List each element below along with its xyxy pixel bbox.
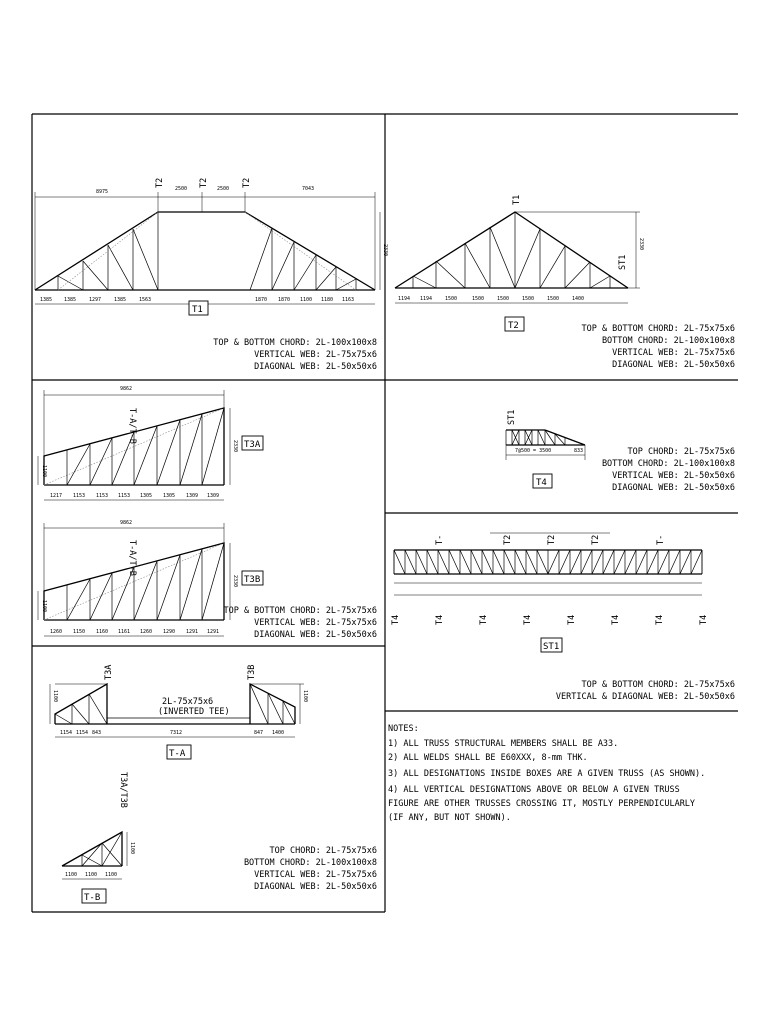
svg-text:DIAGONAL WEB: 2L-50x50x6: DIAGONAL WEB: 2L-50x50x6 <box>612 360 735 370</box>
svg-text:1290: 1290 <box>163 629 176 635</box>
svg-text:T4: T4 <box>391 614 401 625</box>
svg-text:1563: 1563 <box>139 297 152 303</box>
svg-text:2) ALL WELDS SHALL BE E60XXX,: 2) ALL WELDS SHALL BE E60XXX, 8-mm THK. <box>388 753 588 763</box>
ta-crossing-t3b: T3B <box>247 664 257 680</box>
t1-specs <box>213 338 377 372</box>
t4-label: T4 <box>536 478 547 488</box>
st1-diagonal <box>493 550 504 574</box>
t1-dim-top-2: 2500 <box>175 186 188 192</box>
svg-text:1309: 1309 <box>186 493 199 499</box>
svg-text:1154: 1154 <box>76 730 89 736</box>
svg-text:1100: 1100 <box>85 872 98 878</box>
truss-t2 <box>395 212 640 303</box>
tb-label: T-B <box>84 893 101 903</box>
svg-text:TOP & BOTTOM CHORD: 2L-75x75x6: TOP & BOTTOM CHORD: 2L-75x75x6 <box>581 680 735 690</box>
svg-text:1385: 1385 <box>114 297 127 303</box>
svg-text:T2: T2 <box>591 534 601 545</box>
ta-label: T-A <box>169 749 186 759</box>
svg-text:T4: T4 <box>523 614 533 625</box>
svg-text:1297: 1297 <box>89 297 102 303</box>
svg-text:VERTICAL WEB: 2L-75x75x6: VERTICAL WEB: 2L-75x75x6 <box>254 618 377 628</box>
truss-t4 <box>506 430 585 460</box>
svg-text:T4: T4 <box>655 614 665 625</box>
svg-text:T-: T- <box>435 534 445 545</box>
svg-text:1500: 1500 <box>547 296 560 302</box>
svg-text:1100: 1100 <box>300 297 313 303</box>
svg-text:1400: 1400 <box>572 296 585 302</box>
svg-text:TOP & BOTTOM CHORD: 2L-75x75x6: TOP & BOTTOM CHORD: 2L-75x75x6 <box>581 324 735 334</box>
svg-text:1194: 1194 <box>420 296 433 302</box>
svg-text:1) ALL TRUSS STRUCTURAL MEMBER: 1) ALL TRUSS STRUCTURAL MEMBERS SHALL BE A33. <box>388 739 619 749</box>
t1-crossing-t2-a: T2 <box>155 177 165 188</box>
st1-diagonal <box>526 550 537 574</box>
svg-text:DIAGONAL WEB: 2L-50x50x6: DIAGONAL WEB: 2L-50x50x6 <box>254 882 377 892</box>
svg-text:1163: 1163 <box>342 297 355 303</box>
t3a-dim-left: 1100 <box>41 465 47 478</box>
svg-text:(IF ANY, BUT NOT SHOWN).: (IF ANY, BUT NOT SHOWN). <box>388 813 511 823</box>
ta-dim-height-right: 1100 <box>302 690 308 703</box>
st1-diagonal <box>394 550 405 574</box>
svg-text:1500: 1500 <box>445 296 458 302</box>
t2-specs <box>581 324 735 370</box>
t2-crossing-t1: T1 <box>512 194 522 205</box>
svg-text:VERTICAL WEB: 2L-75x75x6: VERTICAL WEB: 2L-75x75x6 <box>612 348 735 358</box>
svg-text:DIAGONAL WEB: 2L-50x50x6: DIAGONAL WEB: 2L-50x50x6 <box>254 630 377 640</box>
t4-specs <box>602 447 735 493</box>
st1-diagonal <box>592 550 603 574</box>
t3b-crossing-ta-tb: T-A/T-B <box>127 540 137 576</box>
notes-title: NOTES: <box>388 724 419 734</box>
st1-diagonal <box>405 550 416 574</box>
notes-block <box>388 724 705 823</box>
svg-text:1100: 1100 <box>105 872 118 878</box>
ta-crossing-t3a: T3A <box>104 664 114 680</box>
ta-dim-height-left: 1100 <box>52 690 58 703</box>
svg-text:1154: 1154 <box>60 730 73 736</box>
st1-diagonal <box>460 550 471 574</box>
st1-diagonal <box>416 550 427 574</box>
t3b-bottom-dims <box>50 629 219 635</box>
svg-text:T4: T4 <box>611 614 621 625</box>
svg-text:FIGURE ARE OTHER TRUSSES CROSS: FIGURE ARE OTHER TRUSSES CROSSING IT, MOSTLY PERPENDICULARLY <box>388 799 696 809</box>
svg-text:DIAGONAL WEB: 2L-50x50x6: DIAGONAL WEB: 2L-50x50x6 <box>612 483 735 493</box>
svg-text:1291: 1291 <box>207 629 220 635</box>
svg-text:1870: 1870 <box>278 297 291 303</box>
t4-dim-bottom: 7@500 = 3500 <box>515 448 552 454</box>
tab-specs <box>244 846 377 892</box>
st1-diagonal <box>427 550 438 574</box>
svg-text:847: 847 <box>254 730 264 736</box>
svg-text:BOTTOM CHORD: 2L-100x100x8: BOTTOM CHORD: 2L-100x100x8 <box>243 858 377 868</box>
svg-text:VERTICAL WEB: 2L-75x75x6: VERTICAL WEB: 2L-75x75x6 <box>254 870 377 880</box>
st1-diagonal <box>537 550 548 574</box>
svg-text:1385: 1385 <box>40 297 53 303</box>
t3b-dim-left: 1100 <box>41 600 47 613</box>
t1-label: T1 <box>192 305 203 315</box>
t3a-bottom-dims <box>50 493 219 499</box>
svg-text:BOTTOM CHORD: 2L-100x100x8: BOTTOM CHORD: 2L-100x100x8 <box>601 336 735 346</box>
svg-text:1153: 1153 <box>73 493 86 499</box>
svg-text:T4: T4 <box>435 614 445 625</box>
svg-text:DIAGONAL WEB: 2L-50x50x6: DIAGONAL WEB: 2L-50x50x6 <box>254 362 377 372</box>
svg-text:T-: T- <box>656 534 666 545</box>
t3b-dim-top: 9862 <box>120 520 133 526</box>
svg-text:1100: 1100 <box>65 872 78 878</box>
t1-crossing-t2-b: T2 <box>199 177 209 188</box>
t1-dim-height: 2330 <box>382 244 388 257</box>
svg-text:1291: 1291 <box>186 629 199 635</box>
svg-text:1400: 1400 <box>272 730 285 736</box>
t1-dim-top-1: 8975 <box>96 189 109 195</box>
t1-dim-top-3: 2500 <box>217 186 230 192</box>
svg-text:TOP & BOTTOM CHORD: 2L-100x100: TOP & BOTTOM CHORD: 2L-100x100x8 <box>213 338 377 348</box>
st1-diagonal <box>647 550 658 574</box>
svg-text:T2: T2 <box>503 534 513 545</box>
st1-diagonal <box>548 550 559 574</box>
t4-dim-end: 833 <box>574 448 584 454</box>
t4-crossing-st1: ST1 <box>507 409 517 425</box>
t1-dim-top-4: 7043 <box>302 186 315 192</box>
t3a-label: T3A <box>244 440 261 450</box>
svg-text:1153: 1153 <box>118 493 131 499</box>
tb-crossing-t3a-t3b: T3A/T3B <box>118 772 128 808</box>
st1-diagonal <box>449 550 460 574</box>
st1-diagonal <box>603 550 614 574</box>
st1-crossings-bottom <box>391 615 709 625</box>
st1-diagonal <box>691 550 702 574</box>
svg-text:1500: 1500 <box>522 296 535 302</box>
svg-text:1260: 1260 <box>140 629 153 635</box>
st1-diagonal <box>438 550 449 574</box>
t2-crossing-st1: ST1 <box>618 254 628 270</box>
svg-text:T4: T4 <box>699 614 709 625</box>
svg-text:1385: 1385 <box>64 297 77 303</box>
st1-specs <box>556 680 735 702</box>
svg-text:1260: 1260 <box>50 629 63 635</box>
svg-text:1309: 1309 <box>207 493 220 499</box>
ta-inverted-tee-note: (INVERTED TEE) <box>158 707 230 717</box>
st1-diagonal <box>570 550 581 574</box>
truss-t1 <box>35 192 380 304</box>
svg-text:1870: 1870 <box>255 297 268 303</box>
truss-t3a <box>38 390 230 500</box>
st1-diagonal <box>680 550 691 574</box>
svg-text:VERTICAL & DIAGONAL WEB: 2L-50: VERTICAL & DIAGONAL WEB: 2L-50x50x6 <box>555 692 735 702</box>
svg-text:1217: 1217 <box>50 493 63 499</box>
svg-text:3) ALL DESIGNATIONS INSIDE BOX: 3) ALL DESIGNATIONS INSIDE BOXES ARE A GIVEN TRUSS (AS SHOWN). <box>388 769 706 779</box>
st1-diagonal <box>625 550 636 574</box>
st1-diagonal <box>614 550 625 574</box>
st1-diagonal <box>658 550 669 574</box>
t3a-crossing-ta-tb: T-A/T-B <box>127 408 137 444</box>
st1-diagonal <box>636 550 647 574</box>
svg-text:843: 843 <box>92 730 102 736</box>
svg-text:VERTICAL WEB: 2L-75x75x6: VERTICAL WEB: 2L-75x75x6 <box>254 350 377 360</box>
svg-text:1160: 1160 <box>96 629 109 635</box>
svg-text:TOP & BOTTOM CHORD: 2L-75x75x6: TOP & BOTTOM CHORD: 2L-75x75x6 <box>223 606 377 616</box>
st1-diagonal <box>581 550 592 574</box>
ta-bottom-dims <box>60 730 284 736</box>
svg-text:T4: T4 <box>567 614 577 625</box>
svg-text:T2: T2 <box>547 534 557 545</box>
svg-text:7312: 7312 <box>170 730 183 736</box>
t1-crossing-t2-c: T2 <box>242 177 252 188</box>
st1-diagonal <box>515 550 526 574</box>
st1-diagonal <box>669 550 680 574</box>
t2-dim-height: 2330 <box>638 238 644 251</box>
t3a-dim-top: 9862 <box>120 386 133 392</box>
t2-label: T2 <box>508 321 519 331</box>
st1-diagonal <box>559 550 570 574</box>
svg-text:1153: 1153 <box>96 493 109 499</box>
st1-label: ST1 <box>543 642 560 652</box>
t2-bottom-dims <box>398 296 584 302</box>
svg-text:1194: 1194 <box>398 296 411 302</box>
svg-text:1500: 1500 <box>497 296 510 302</box>
svg-text:1161: 1161 <box>118 629 131 635</box>
svg-text:1305: 1305 <box>163 493 176 499</box>
tb-bottom-dims <box>65 872 117 878</box>
svg-text:BOTTOM CHORD: 2L-100x100x8: BOTTOM CHORD: 2L-100x100x8 <box>601 459 735 469</box>
svg-text:TOP CHORD: 2L-75x75x6: TOP CHORD: 2L-75x75x6 <box>269 846 377 856</box>
svg-text:1500: 1500 <box>472 296 485 302</box>
ta-inverted-tee: 2L-75x75x6 <box>162 697 214 707</box>
st1-diagonal <box>471 550 482 574</box>
svg-text:4) ALL VERTICAL DESIGNATIONS A: 4) ALL VERTICAL DESIGNATIONS ABOVE OR BELOW A GIVEN TRUSS <box>388 785 680 795</box>
t3b-dim-height: 2330 <box>232 575 238 588</box>
st1-diagonal <box>504 550 515 574</box>
svg-text:TOP CHORD: 2L-75x75x6: TOP CHORD: 2L-75x75x6 <box>627 447 735 457</box>
svg-text:1180: 1180 <box>321 297 334 303</box>
st1-diagonal <box>482 550 493 574</box>
st1-crossings-top <box>435 535 666 545</box>
tb-dim-height: 1100 <box>129 842 135 855</box>
t3-specs <box>223 606 377 640</box>
svg-text:1150: 1150 <box>73 629 86 635</box>
svg-text:VERTICAL WEB: 2L-50x50x6: VERTICAL WEB: 2L-50x50x6 <box>612 471 735 481</box>
svg-text:T4: T4 <box>479 614 489 625</box>
t3b-label: T3B <box>244 575 261 585</box>
t3a-dim-height: 2330 <box>232 440 238 453</box>
svg-text:1305: 1305 <box>140 493 153 499</box>
